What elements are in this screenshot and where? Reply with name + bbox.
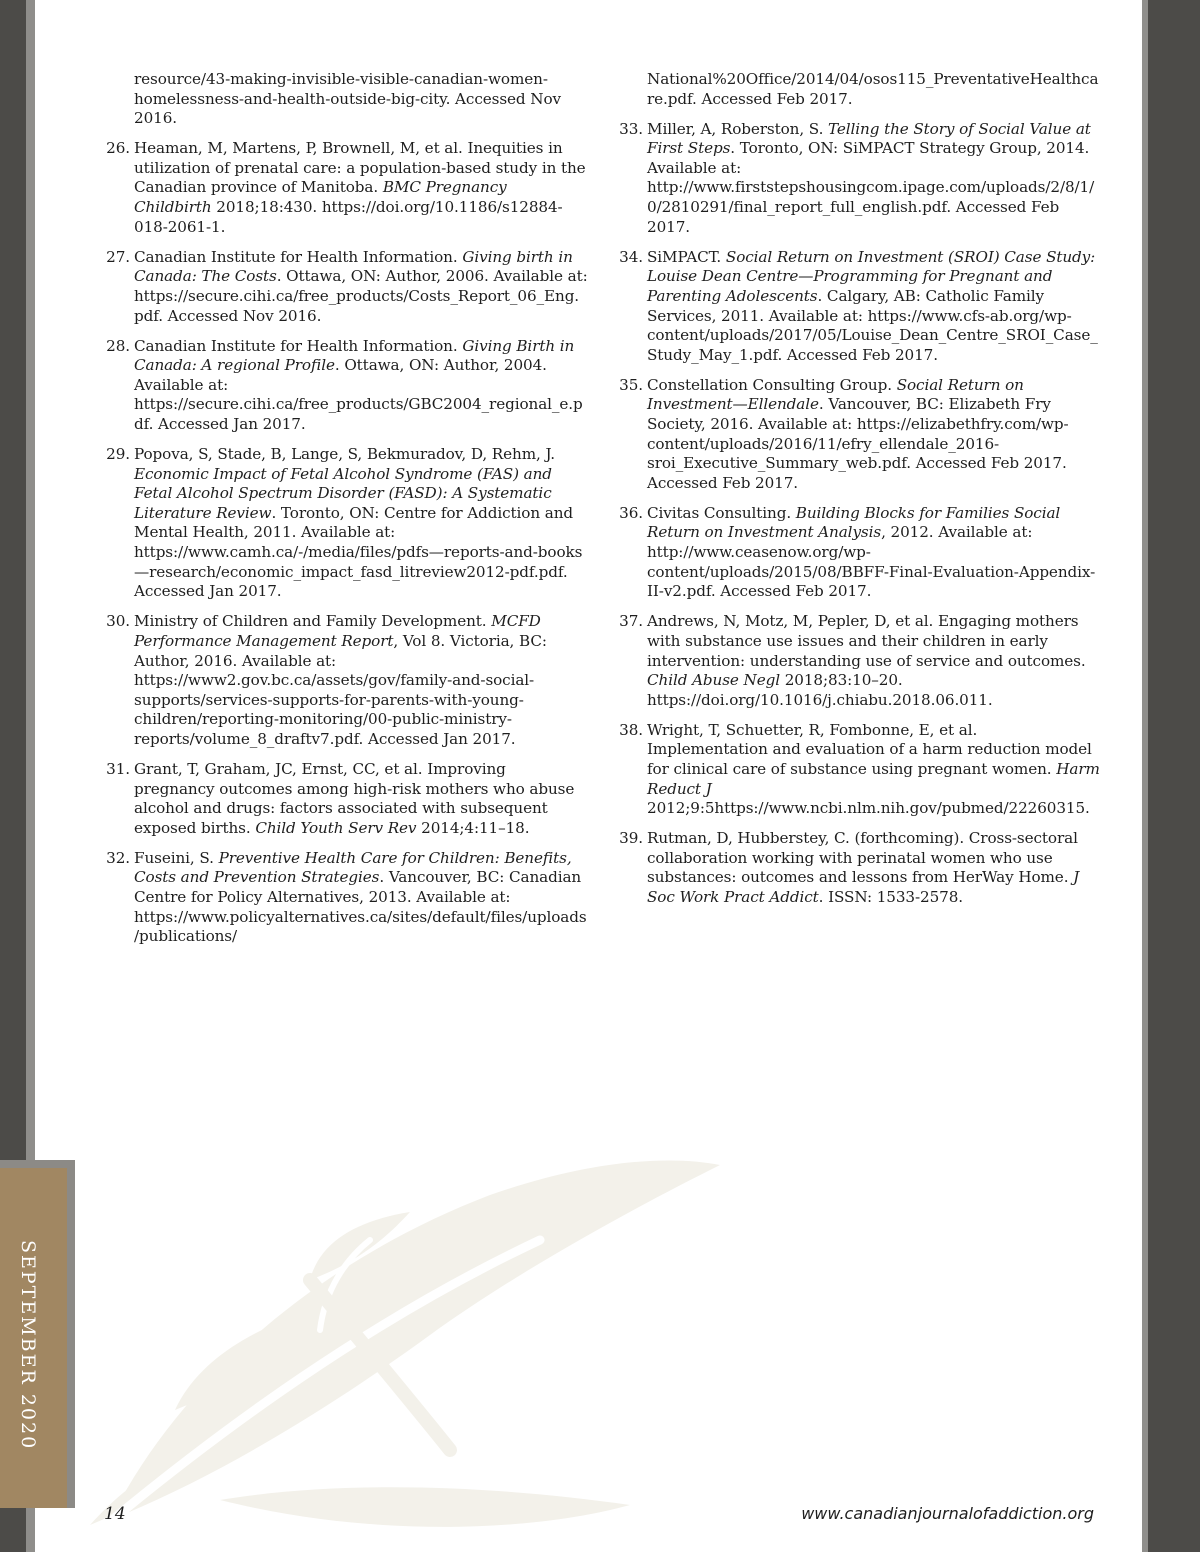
reference-number: 30. (106, 612, 130, 631)
sidebar-tab-label: SEPTEMBER 2020 (17, 1240, 39, 1451)
right-frame-edge (1142, 0, 1148, 1552)
reference-segment: Wright, T, Schuetter, R, Fombonne, E, et al. Implementation and evaluation of a harm reduction model for clinical care of substance using pregnant women. (647, 720, 1092, 778)
reference-text (134, 760, 588, 838)
reference-item (615, 70, 1100, 109)
reference-text (647, 248, 1100, 366)
reference-title: J Soc Work Pract Addict (647, 868, 1080, 907)
reference-text (647, 376, 1100, 494)
reference-item (102, 70, 588, 129)
reference-segment: 2012;9:5https://www.ncbi.nlm.nih.gov/pubmed/22260315. (647, 799, 1090, 818)
reference-segment: 2018;83:10–20. https://doi.org/10.1016/j.chiabu.2018.06.011. (647, 671, 993, 709)
reference-segment: Fuseini, S. (134, 848, 219, 867)
reference-segment: Canadian Institute for Health Information. (134, 247, 463, 266)
reference-item (102, 612, 588, 749)
reference-number: 37. (619, 612, 643, 631)
reference-item (102, 248, 588, 326)
reference-segment: SiMPACT. (647, 247, 726, 266)
reference-text (647, 70, 1100, 109)
reference-text (647, 829, 1100, 907)
reference-text (134, 337, 588, 435)
reference-item (615, 504, 1100, 602)
right-frame-bar (1148, 0, 1200, 1552)
reference-number: 26. (106, 139, 130, 158)
reference-item (102, 445, 588, 602)
reference-number: 34. (619, 247, 643, 266)
reference-item (615, 721, 1100, 819)
reference-number: 28. (106, 336, 130, 355)
reference-number: 32. (106, 848, 130, 867)
reference-segment: Popova, S, Stade, B, Lange, S, Bekmuradov, D, Rehm, J. (134, 445, 556, 464)
reference-segment: Miller, A, Roberston, S. (647, 119, 829, 138)
reference-title: Giving birth in Canada: The Costs (134, 247, 573, 286)
reference-title: Harm Reduct J (647, 760, 1100, 798)
leaf-watermark (70, 1150, 730, 1540)
reference-item (102, 139, 588, 237)
reference-segment: Andrews, N, Motz, M, Pepler, D, et al. Engaging mothers with substance use issues and their children in early intervention: understanding use of service and outcomes. (647, 612, 1086, 670)
reference-segment: . Toronto, ON: Centre for Addiction and Mental Health, 2011. Available at: https://www.camh.ca/-/media/files/pdfs—reports-and-books—research/economic_impact_fasd_litreview2012-pdf.pdf. Accessed Jan 2017. (134, 503, 583, 601)
reference-title: Social Return on Investment—Ellendale (647, 375, 1024, 414)
reference-segment: Heaman, M, Martens, P, Brownell, M, et al. Inequities in utilization of prenatal care: a population-based study in the Canadian province of Manitoba. (134, 139, 586, 197)
reference-item (102, 849, 588, 947)
reference-item (615, 248, 1100, 366)
reference-text (647, 612, 1100, 710)
reference-text (134, 139, 588, 237)
reference-text (647, 504, 1100, 602)
reference-segment: Ministry of Children and Family Development. (134, 612, 492, 631)
reference-segment: Canadian Institute for Health Information. (134, 336, 463, 355)
reference-text (134, 849, 588, 947)
references-left-column (102, 70, 588, 957)
reference-segment: , 2012. Available at: http://www.ceasenow.org/wp-content/uploads/2015/08/BBFF-Final-Evaluation-Appendix-II-v2.pdf. Accessed Feb 2017. (647, 523, 1096, 601)
reference-number: 31. (106, 760, 130, 778)
reference-title: Social Return on Investment (SROI) Case Study: Louise Dean Centre—Programming for Pregnant and Parenting Adolescents (647, 247, 1096, 305)
reference-title: Giving Birth in Canada: A regional Profile (134, 336, 575, 375)
reference-text (134, 248, 588, 326)
reference-text (134, 445, 588, 602)
reference-number: 36. (619, 503, 643, 522)
reference-segment: Rutman, D, Hubberstey, C. (forthcoming). Cross-sectoral collaboration working with perinatal women who use substances: outcomes and lessons from HerWay Home. (647, 829, 1078, 887)
reference-segment: Constellation Consulting Group. (647, 375, 897, 394)
reference-number: 39. (619, 829, 643, 848)
reference-number: 33. (619, 119, 643, 138)
reference-title: Child Youth Serv Rev (255, 818, 417, 837)
reference-item (102, 760, 588, 838)
reference-segment: . Ottawa, ON: Author, 2004. Available at: https://secure.cihi.ca/free_products/GBC2004_regional_e.pdf. Accessed Jan 2017. (134, 356, 583, 433)
reference-title: Building Blocks for Families Social Return on Investment Analysis (647, 503, 1061, 542)
reference-segment: Civitas Consulting. (647, 503, 796, 522)
reference-number: 29. (106, 445, 130, 464)
reference-text (647, 721, 1100, 819)
reference-text (134, 70, 588, 129)
reference-title: Preventive Health Care for Children: Benefits, Costs and Prevention Strategies (134, 848, 572, 887)
reference-segment: 2018;18:430. https://doi.org/10.1186/s12884-018-2061-1. (134, 198, 563, 236)
reference-item (102, 337, 588, 435)
reference-segment: . Ottawa, ON: Author, 2006. Available at: https://secure.cihi.ca/free_products/Costs_Report_06_Eng.pdf. Accessed Nov 2016. (134, 267, 588, 325)
reference-item (615, 612, 1100, 710)
reference-number: 35. (619, 375, 643, 394)
reference-segment: . ISSN: 1533-2578. (818, 888, 964, 907)
reference-item (615, 829, 1100, 907)
reference-title: BMC Pregnancy Childbirth (134, 178, 507, 217)
reference-segment: 2014;4:11–18. (416, 818, 530, 837)
reference-segment: , Vol 8. Victoria, BC: Author, 2016. Available at: https://www2.gov.bc.ca/assets/gov/family-and-social-supports/services-supports-for-parents-with-young-children/reporting-monitoring/00-public-ministry-reports/volume_8_draftv7.pdf. Accessed Jan 2017. (134, 631, 547, 748)
reference-number: 38. (619, 720, 643, 739)
reference-segment: National%20Office/2014/04/osos115_PreventativeHealthcare.pdf. Accessed Feb 2017. (647, 70, 1099, 108)
reference-item (615, 376, 1100, 494)
reference-segment: . Vancouver, BC: Elizabeth Fry Society, 2016. Available at: https://elizabethfry.com/wp-content/uploads/2016/11/efry_ellendale_2016-sroi_Executive_Summary_web.pdf. Accessed Feb 2017. Accessed Feb 2017. (647, 395, 1069, 492)
reference-title: Telling the Story of Social Value at First Steps (647, 119, 1091, 158)
references-right-column (615, 70, 1100, 918)
reference-title: Economic Impact of Fetal Alcohol Syndrome (FAS) and Fetal Alcohol Spectrum Disorder (FASD): A Systematic Literature Review (134, 464, 552, 522)
reference-segment: Grant, T, Graham, JC, Ernst, CC, et al. Improving pregnancy outcomes among high-risk mothers who abuse alcohol and drugs: factors associated with subsequent exposed births. (134, 760, 575, 837)
reference-segment: . Toronto, ON: SiMPACT Strategy Group, 2014. Available at: http://www.firststepshousingcom.ipage.com/uploads/2/8/1/0/2810291/final_report_full_english.pdf. Accessed Feb 2017. (647, 139, 1095, 236)
reference-number: 27. (106, 247, 130, 266)
reference-segment: . Calgary, AB: Catholic Family Services, 2011. Available at: https://www.cfs-ab.org/wp-content/uploads/2017/05/Louise_Dean_Centre_SROI_Case_Study_May_1.pdf. Accessed Feb 2017. (647, 286, 1098, 364)
journal-website[interactable]: www.canadianjournalofaddiction.org (801, 1504, 1094, 1523)
reference-title: MCFD Performance Management Report (134, 612, 541, 650)
reference-item (615, 120, 1100, 238)
reference-segment: . Vancouver, BC: Canadian Centre for Policy Alternatives, 2013. Available at: https://www.policyalternatives.ca/sites/default/files/uploads/publications/ (134, 868, 587, 946)
reference-segment: resource/43-making-invisible-visible-canadian-women-homelessness-and-health-outside-big-city. Accessed Nov 2016. (134, 70, 561, 128)
reference-text (134, 612, 588, 749)
reference-text (647, 120, 1100, 238)
reference-title: Child Abuse Negl (647, 671, 781, 690)
page-number: 14 (104, 1504, 126, 1524)
